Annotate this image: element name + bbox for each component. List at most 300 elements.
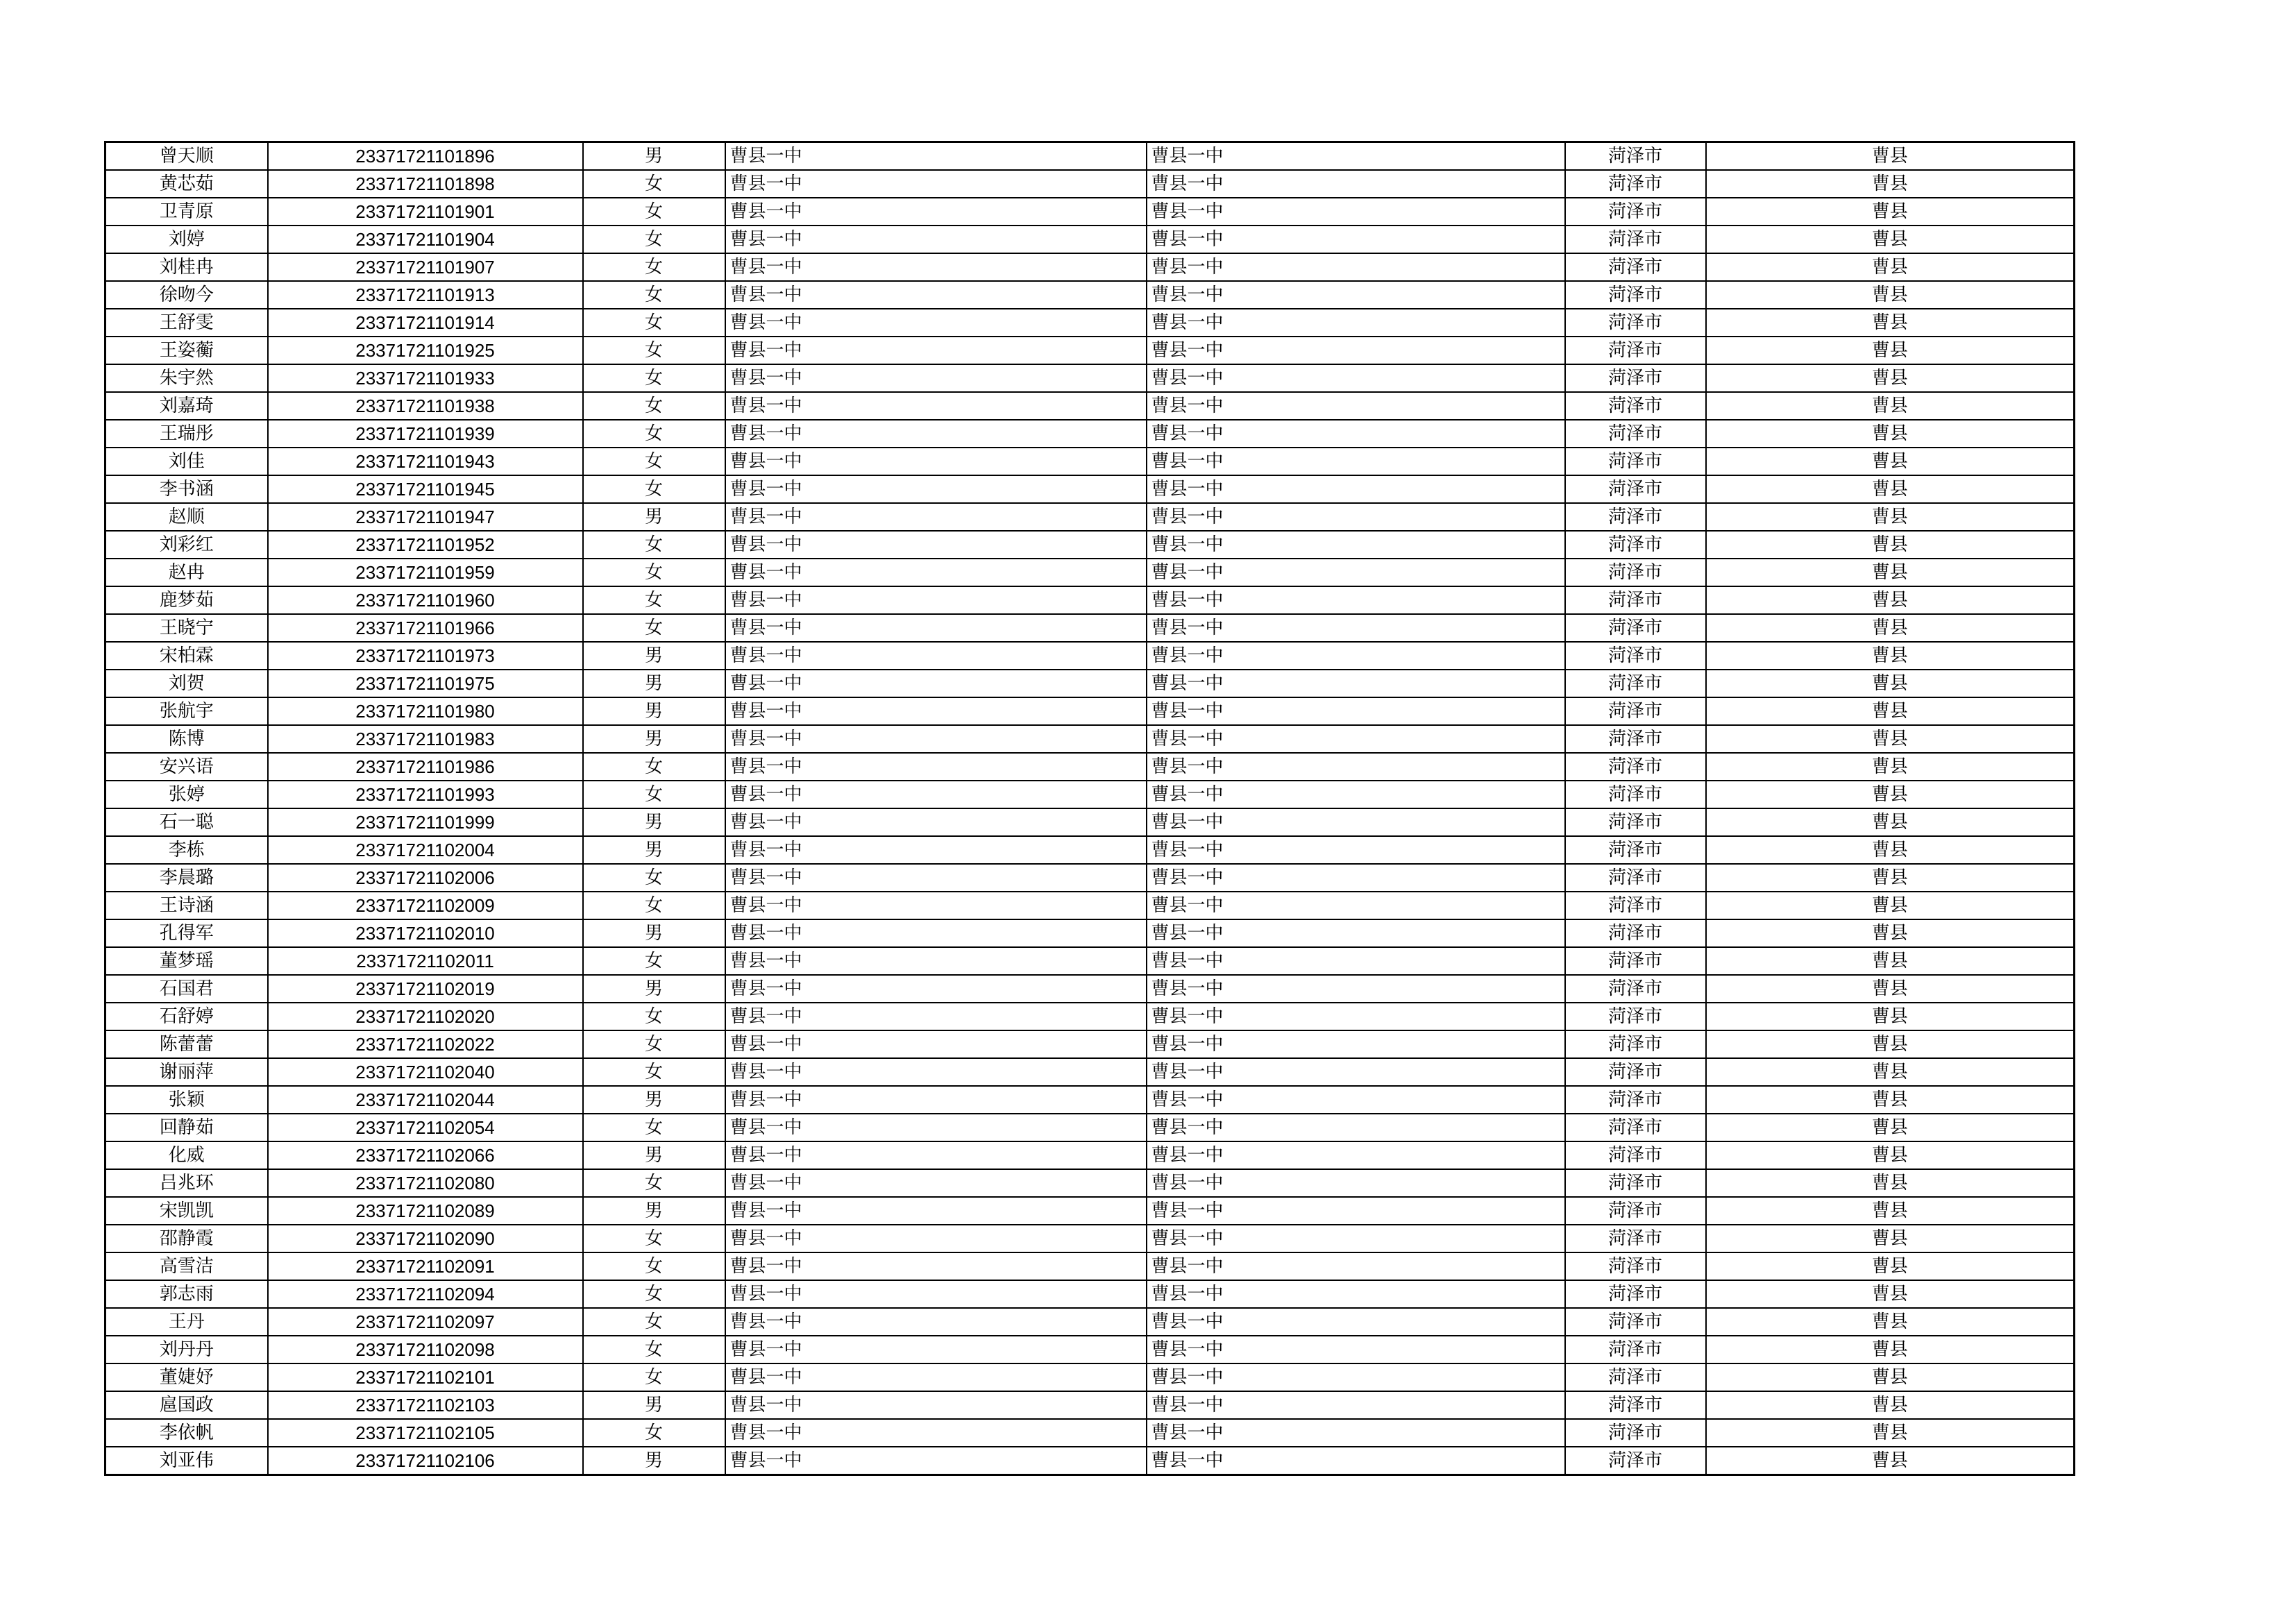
- table-row: [105, 781, 2075, 808]
- table-row: [105, 1447, 2075, 1475]
- table-row: [105, 559, 2075, 586]
- school-cell: 曹县一中: [725, 1280, 1147, 1308]
- exam-number-cell: 23371721102009: [268, 892, 583, 919]
- school-cell: 曹县一中: [725, 697, 1147, 725]
- county-cell: 曹县: [1706, 559, 2075, 586]
- city-cell: 菏泽市: [1565, 364, 1706, 392]
- school-cell: 曹县一中: [725, 919, 1147, 947]
- school-cell: 曹县一中: [725, 642, 1147, 670]
- table-row: [105, 1336, 2075, 1363]
- table-row: [105, 198, 2075, 226]
- city-cell: 菏泽市: [1565, 892, 1706, 919]
- city-cell: 菏泽市: [1565, 226, 1706, 253]
- student-name-cell: 赵冉: [105, 559, 268, 586]
- city-cell: 菏泽市: [1565, 614, 1706, 642]
- gender-cell: 女: [583, 364, 725, 392]
- registration-unit-cell: 曹县一中: [1147, 1308, 1565, 1336]
- county-cell: 曹县: [1706, 1308, 2075, 1336]
- exam-number-cell: 23371721102022: [268, 1030, 583, 1058]
- city-cell: 菏泽市: [1565, 392, 1706, 420]
- table-row: [105, 753, 2075, 781]
- table-row: [105, 1363, 2075, 1391]
- exam-number-cell: 23371721101999: [268, 808, 583, 836]
- gender-cell: 女: [583, 1169, 725, 1197]
- table-row: [105, 1280, 2075, 1308]
- gender-cell: 女: [583, 1336, 725, 1363]
- registration-unit-cell: 曹县一中: [1147, 753, 1565, 781]
- student-name-cell: 安兴语: [105, 753, 268, 781]
- city-cell: 菏泽市: [1565, 975, 1706, 1003]
- gender-cell: 男: [583, 1086, 725, 1114]
- exam-number-cell: 23371721102080: [268, 1169, 583, 1197]
- student-name-cell: 李依帆: [105, 1419, 268, 1447]
- school-cell: 曹县一中: [725, 1030, 1147, 1058]
- exam-number-cell: 23371721101933: [268, 364, 583, 392]
- exam-number-cell: 23371721101973: [268, 642, 583, 670]
- city-cell: 菏泽市: [1565, 864, 1706, 892]
- exam-number-cell: 23371721101945: [268, 475, 583, 503]
- county-cell: 曹县: [1706, 392, 2075, 420]
- table-row: [105, 475, 2075, 503]
- school-cell: 曹县一中: [725, 975, 1147, 1003]
- county-cell: 曹县: [1706, 364, 2075, 392]
- school-cell: 曹县一中: [725, 864, 1147, 892]
- registration-unit-cell: 曹县一中: [1147, 392, 1565, 420]
- city-cell: 菏泽市: [1565, 142, 1706, 171]
- county-cell: 曹县: [1706, 808, 2075, 836]
- gender-cell: 女: [583, 198, 725, 226]
- county-cell: 曹县: [1706, 448, 2075, 475]
- exam-number-cell: 23371721101983: [268, 725, 583, 753]
- school-cell: 曹县一中: [725, 725, 1147, 753]
- exam-number-cell: 23371721101986: [268, 753, 583, 781]
- registration-unit-cell: 曹县一中: [1147, 947, 1565, 975]
- city-cell: 菏泽市: [1565, 670, 1706, 697]
- gender-cell: 女: [583, 253, 725, 281]
- student-name-cell: 徐吻今: [105, 281, 268, 309]
- registration-unit-cell: 曹县一中: [1147, 642, 1565, 670]
- gender-cell: 男: [583, 503, 725, 531]
- table-row: [105, 1225, 2075, 1252]
- exam-number-cell: 23371721102105: [268, 1419, 583, 1447]
- school-cell: 曹县一中: [725, 781, 1147, 808]
- school-cell: 曹县一中: [725, 364, 1147, 392]
- student-name-cell: 邵静霞: [105, 1225, 268, 1252]
- table-row: [105, 808, 2075, 836]
- county-cell: 曹县: [1706, 975, 2075, 1003]
- registration-unit-cell: 曹县一中: [1147, 919, 1565, 947]
- table-row: [105, 309, 2075, 337]
- student-name-cell: 朱宇然: [105, 364, 268, 392]
- student-name-cell: 王晓宁: [105, 614, 268, 642]
- school-cell: 曹县一中: [725, 531, 1147, 559]
- table-row: [105, 420, 2075, 448]
- exam-number-cell: 23371721101904: [268, 226, 583, 253]
- county-cell: 曹县: [1706, 1252, 2075, 1280]
- gender-cell: 女: [583, 475, 725, 503]
- city-cell: 菏泽市: [1565, 448, 1706, 475]
- county-cell: 曹县: [1706, 1030, 2075, 1058]
- student-name-cell: 王诗涵: [105, 892, 268, 919]
- exam-number-cell: 23371721101952: [268, 531, 583, 559]
- school-cell: 曹县一中: [725, 947, 1147, 975]
- student-name-cell: 张颖: [105, 1086, 268, 1114]
- city-cell: 菏泽市: [1565, 1086, 1706, 1114]
- student-name-cell: 王姿蘅: [105, 337, 268, 364]
- exam-number-cell: 23371721101975: [268, 670, 583, 697]
- exam-number-cell: 23371721102101: [268, 1363, 583, 1391]
- county-cell: 曹县: [1706, 1336, 2075, 1363]
- student-name-cell: 刘嘉琦: [105, 392, 268, 420]
- exam-number-cell: 23371721102004: [268, 836, 583, 864]
- student-name-cell: 刘贺: [105, 670, 268, 697]
- registration-unit-cell: 曹县一中: [1147, 1197, 1565, 1225]
- exam-number-cell: 23371721102097: [268, 1308, 583, 1336]
- city-cell: 菏泽市: [1565, 725, 1706, 753]
- gender-cell: 男: [583, 836, 725, 864]
- student-name-cell: 张婷: [105, 781, 268, 808]
- table-row: [105, 503, 2075, 531]
- school-cell: 曹县一中: [725, 1391, 1147, 1419]
- county-cell: 曹县: [1706, 226, 2075, 253]
- student-name-cell: 鹿梦茹: [105, 586, 268, 614]
- county-cell: 曹县: [1706, 253, 2075, 281]
- school-cell: 曹县一中: [725, 586, 1147, 614]
- exam-number-cell: 23371721102054: [268, 1114, 583, 1141]
- city-cell: 菏泽市: [1565, 198, 1706, 226]
- city-cell: 菏泽市: [1565, 919, 1706, 947]
- student-name-cell: 刘婷: [105, 226, 268, 253]
- gender-cell: 男: [583, 975, 725, 1003]
- school-cell: 曹县一中: [725, 1252, 1147, 1280]
- student-name-cell: 回静茹: [105, 1114, 268, 1141]
- table-row: [105, 1308, 2075, 1336]
- county-cell: 曹县: [1706, 1114, 2075, 1141]
- student-name-cell: 卫青原: [105, 198, 268, 226]
- county-cell: 曹县: [1706, 337, 2075, 364]
- school-cell: 曹县一中: [725, 1419, 1147, 1447]
- registration-unit-cell: 曹县一中: [1147, 1225, 1565, 1252]
- exam-number-cell: 23371721101980: [268, 697, 583, 725]
- school-cell: 曹县一中: [725, 1086, 1147, 1114]
- school-cell: 曹县一中: [725, 170, 1147, 198]
- city-cell: 菏泽市: [1565, 1336, 1706, 1363]
- registration-unit-cell: 曹县一中: [1147, 975, 1565, 1003]
- gender-cell: 女: [583, 226, 725, 253]
- county-cell: 曹县: [1706, 1280, 2075, 1308]
- table-row: [105, 892, 2075, 919]
- gender-cell: 女: [583, 781, 725, 808]
- registration-unit-cell: 曹县一中: [1147, 1030, 1565, 1058]
- exam-number-cell: 23371721101966: [268, 614, 583, 642]
- gender-cell: 男: [583, 670, 725, 697]
- exam-number-cell: 23371721102106: [268, 1447, 583, 1475]
- student-name-cell: 王舒雯: [105, 309, 268, 337]
- school-cell: 曹县一中: [725, 309, 1147, 337]
- county-cell: 曹县: [1706, 475, 2075, 503]
- county-cell: 曹县: [1706, 309, 2075, 337]
- table-row: [105, 642, 2075, 670]
- table-row: [105, 1419, 2075, 1447]
- gender-cell: 女: [583, 1419, 725, 1447]
- county-cell: 曹县: [1706, 864, 2075, 892]
- roster-body: [105, 142, 2075, 1475]
- registration-unit-cell: 曹县一中: [1147, 170, 1565, 198]
- city-cell: 菏泽市: [1565, 337, 1706, 364]
- table-row: [105, 1086, 2075, 1114]
- school-cell: 曹县一中: [725, 1058, 1147, 1086]
- registration-unit-cell: 曹县一中: [1147, 448, 1565, 475]
- city-cell: 菏泽市: [1565, 808, 1706, 836]
- gender-cell: 男: [583, 1141, 725, 1169]
- table-row: [105, 531, 2075, 559]
- county-cell: 曹县: [1706, 642, 2075, 670]
- gender-cell: 女: [583, 448, 725, 475]
- table-row: [105, 836, 2075, 864]
- table-row: [105, 1141, 2075, 1169]
- registration-unit-cell: 曹县一中: [1147, 670, 1565, 697]
- gender-cell: 女: [583, 947, 725, 975]
- registration-unit-cell: 曹县一中: [1147, 337, 1565, 364]
- school-cell: 曹县一中: [725, 1225, 1147, 1252]
- city-cell: 菏泽市: [1565, 836, 1706, 864]
- school-cell: 曹县一中: [725, 1169, 1147, 1197]
- table-row: [105, 364, 2075, 392]
- registration-unit-cell: 曹县一中: [1147, 1447, 1565, 1475]
- student-name-cell: 王瑞彤: [105, 420, 268, 448]
- city-cell: 菏泽市: [1565, 281, 1706, 309]
- exam-number-cell: 23371721101960: [268, 586, 583, 614]
- school-cell: 曹县一中: [725, 892, 1147, 919]
- county-cell: 曹县: [1706, 1391, 2075, 1419]
- school-cell: 曹县一中: [725, 1363, 1147, 1391]
- city-cell: 菏泽市: [1565, 1114, 1706, 1141]
- registration-unit-cell: 曹县一中: [1147, 559, 1565, 586]
- gender-cell: 女: [583, 1308, 725, 1336]
- exam-number-cell: 23371721101938: [268, 392, 583, 420]
- city-cell: 菏泽市: [1565, 697, 1706, 725]
- table-row: [105, 1169, 2075, 1197]
- student-name-cell: 陈蕾蕾: [105, 1030, 268, 1058]
- county-cell: 曹县: [1706, 1141, 2075, 1169]
- table-row: [105, 448, 2075, 475]
- county-cell: 曹县: [1706, 697, 2075, 725]
- county-cell: 曹县: [1706, 420, 2075, 448]
- city-cell: 菏泽市: [1565, 753, 1706, 781]
- gender-cell: 女: [583, 559, 725, 586]
- city-cell: 菏泽市: [1565, 1280, 1706, 1308]
- county-cell: 曹县: [1706, 1003, 2075, 1030]
- exam-number-cell: 23371721102011: [268, 947, 583, 975]
- school-cell: 曹县一中: [725, 1336, 1147, 1363]
- gender-cell: 男: [583, 697, 725, 725]
- city-cell: 菏泽市: [1565, 253, 1706, 281]
- exam-number-cell: 23371721102066: [268, 1141, 583, 1169]
- city-cell: 菏泽市: [1565, 586, 1706, 614]
- city-cell: 菏泽市: [1565, 1003, 1706, 1030]
- exam-number-cell: 23371721101914: [268, 309, 583, 337]
- gender-cell: 女: [583, 586, 725, 614]
- student-name-cell: 谢丽萍: [105, 1058, 268, 1086]
- county-cell: 曹县: [1706, 1058, 2075, 1086]
- exam-number-cell: 23371721101896: [268, 142, 583, 171]
- student-name-cell: 刘亚伟: [105, 1447, 268, 1475]
- city-cell: 菏泽市: [1565, 503, 1706, 531]
- table-row: [105, 392, 2075, 420]
- table-row: [105, 670, 2075, 697]
- county-cell: 曹县: [1706, 503, 2075, 531]
- exam-number-cell: 23371721102020: [268, 1003, 583, 1030]
- city-cell: 菏泽市: [1565, 420, 1706, 448]
- county-cell: 曹县: [1706, 1447, 2075, 1475]
- gender-cell: 女: [583, 1280, 725, 1308]
- school-cell: 曹县一中: [725, 198, 1147, 226]
- table-row: [105, 1030, 2075, 1058]
- county-cell: 曹县: [1706, 1086, 2075, 1114]
- gender-cell: 男: [583, 642, 725, 670]
- city-cell: 菏泽市: [1565, 559, 1706, 586]
- student-name-cell: 扈国政: [105, 1391, 268, 1419]
- gender-cell: 女: [583, 281, 725, 309]
- county-cell: 曹县: [1706, 670, 2075, 697]
- county-cell: 曹县: [1706, 892, 2075, 919]
- student-name-cell: 董婕妤: [105, 1363, 268, 1391]
- gender-cell: 男: [583, 142, 725, 171]
- county-cell: 曹县: [1706, 586, 2075, 614]
- gender-cell: 女: [583, 392, 725, 420]
- student-name-cell: 刘桂冉: [105, 253, 268, 281]
- school-cell: 曹县一中: [725, 392, 1147, 420]
- school-cell: 曹县一中: [725, 420, 1147, 448]
- student-name-cell: 石一聪: [105, 808, 268, 836]
- exam-number-cell: 23371721102089: [268, 1197, 583, 1225]
- gender-cell: 女: [583, 1003, 725, 1030]
- city-cell: 菏泽市: [1565, 1252, 1706, 1280]
- student-name-cell: 吕兆环: [105, 1169, 268, 1197]
- exam-number-cell: 23371721101947: [268, 503, 583, 531]
- gender-cell: 女: [583, 864, 725, 892]
- gender-cell: 女: [583, 1058, 725, 1086]
- student-name-cell: 石舒婷: [105, 1003, 268, 1030]
- registration-unit-cell: 曹县一中: [1147, 892, 1565, 919]
- exam-number-cell: 23371721101925: [268, 337, 583, 364]
- exam-number-cell: 23371721101959: [268, 559, 583, 586]
- gender-cell: 女: [583, 531, 725, 559]
- city-cell: 菏泽市: [1565, 531, 1706, 559]
- gender-cell: 男: [583, 1391, 725, 1419]
- gender-cell: 女: [583, 1363, 725, 1391]
- table-row: [105, 1391, 2075, 1419]
- exam-number-cell: 23371721101939: [268, 420, 583, 448]
- student-name-cell: 刘彩红: [105, 531, 268, 559]
- exam-number-cell: 23371721101913: [268, 281, 583, 309]
- table-row: [105, 697, 2075, 725]
- registration-unit-cell: 曹县一中: [1147, 198, 1565, 226]
- table-row: [105, 586, 2075, 614]
- registration-unit-cell: 曹县一中: [1147, 531, 1565, 559]
- table-row: [105, 864, 2075, 892]
- registration-unit-cell: 曹县一中: [1147, 1058, 1565, 1086]
- registration-unit-cell: 曹县一中: [1147, 697, 1565, 725]
- school-cell: 曹县一中: [725, 226, 1147, 253]
- student-name-cell: 高雪洁: [105, 1252, 268, 1280]
- registration-unit-cell: 曹县一中: [1147, 1114, 1565, 1141]
- school-cell: 曹县一中: [725, 142, 1147, 171]
- registration-unit-cell: 曹县一中: [1147, 364, 1565, 392]
- county-cell: 曹县: [1706, 170, 2075, 198]
- city-cell: 菏泽市: [1565, 1058, 1706, 1086]
- city-cell: 菏泽市: [1565, 170, 1706, 198]
- student-name-cell: 刘佳: [105, 448, 268, 475]
- table-row: [105, 614, 2075, 642]
- table-row: [105, 975, 2075, 1003]
- registration-unit-cell: 曹县一中: [1147, 725, 1565, 753]
- school-cell: 曹县一中: [725, 1447, 1147, 1475]
- student-name-cell: 石国君: [105, 975, 268, 1003]
- student-name-cell: 刘丹丹: [105, 1336, 268, 1363]
- gender-cell: 女: [583, 1114, 725, 1141]
- gender-cell: 男: [583, 1447, 725, 1475]
- county-cell: 曹县: [1706, 1363, 2075, 1391]
- city-cell: 菏泽市: [1565, 642, 1706, 670]
- school-cell: 曹县一中: [725, 448, 1147, 475]
- exam-number-cell: 23371721101907: [268, 253, 583, 281]
- city-cell: 菏泽市: [1565, 1197, 1706, 1225]
- county-cell: 曹县: [1706, 781, 2075, 808]
- school-cell: 曹县一中: [725, 1197, 1147, 1225]
- city-cell: 菏泽市: [1565, 1030, 1706, 1058]
- student-name-cell: 化威: [105, 1141, 268, 1169]
- registration-unit-cell: 曹县一中: [1147, 864, 1565, 892]
- school-cell: 曹县一中: [725, 253, 1147, 281]
- gender-cell: 女: [583, 170, 725, 198]
- county-cell: 曹县: [1706, 1197, 2075, 1225]
- student-name-cell: 宋柏霖: [105, 642, 268, 670]
- table-row: [105, 1197, 2075, 1225]
- city-cell: 菏泽市: [1565, 1169, 1706, 1197]
- county-cell: 曹县: [1706, 1169, 2075, 1197]
- county-cell: 曹县: [1706, 198, 2075, 226]
- exam-number-cell: 23371721101993: [268, 781, 583, 808]
- city-cell: 菏泽市: [1565, 1308, 1706, 1336]
- table-row: [105, 142, 2075, 171]
- student-name-cell: 董梦瑶: [105, 947, 268, 975]
- school-cell: 曹县一中: [725, 1114, 1147, 1141]
- table-row: [105, 281, 2075, 309]
- exam-number-cell: 23371721101901: [268, 198, 583, 226]
- registration-unit-cell: 曹县一中: [1147, 614, 1565, 642]
- exam-number-cell: 23371721102090: [268, 1225, 583, 1252]
- gender-cell: 男: [583, 725, 725, 753]
- registration-unit-cell: 曹县一中: [1147, 1391, 1565, 1419]
- exam-number-cell: 23371721102094: [268, 1280, 583, 1308]
- gender-cell: 女: [583, 337, 725, 364]
- registration-unit-cell: 曹县一中: [1147, 253, 1565, 281]
- county-cell: 曹县: [1706, 753, 2075, 781]
- student-name-cell: 王丹: [105, 1308, 268, 1336]
- city-cell: 菏泽市: [1565, 1419, 1706, 1447]
- county-cell: 曹县: [1706, 1419, 2075, 1447]
- registration-unit-cell: 曹县一中: [1147, 503, 1565, 531]
- student-name-cell: 孔得军: [105, 919, 268, 947]
- gender-cell: 女: [583, 1030, 725, 1058]
- registration-unit-cell: 曹县一中: [1147, 420, 1565, 448]
- registration-unit-cell: 曹县一中: [1147, 1363, 1565, 1391]
- exam-number-cell: 23371721102010: [268, 919, 583, 947]
- student-name-cell: 李栋: [105, 836, 268, 864]
- school-cell: 曹县一中: [725, 753, 1147, 781]
- registration-unit-cell: 曹县一中: [1147, 1086, 1565, 1114]
